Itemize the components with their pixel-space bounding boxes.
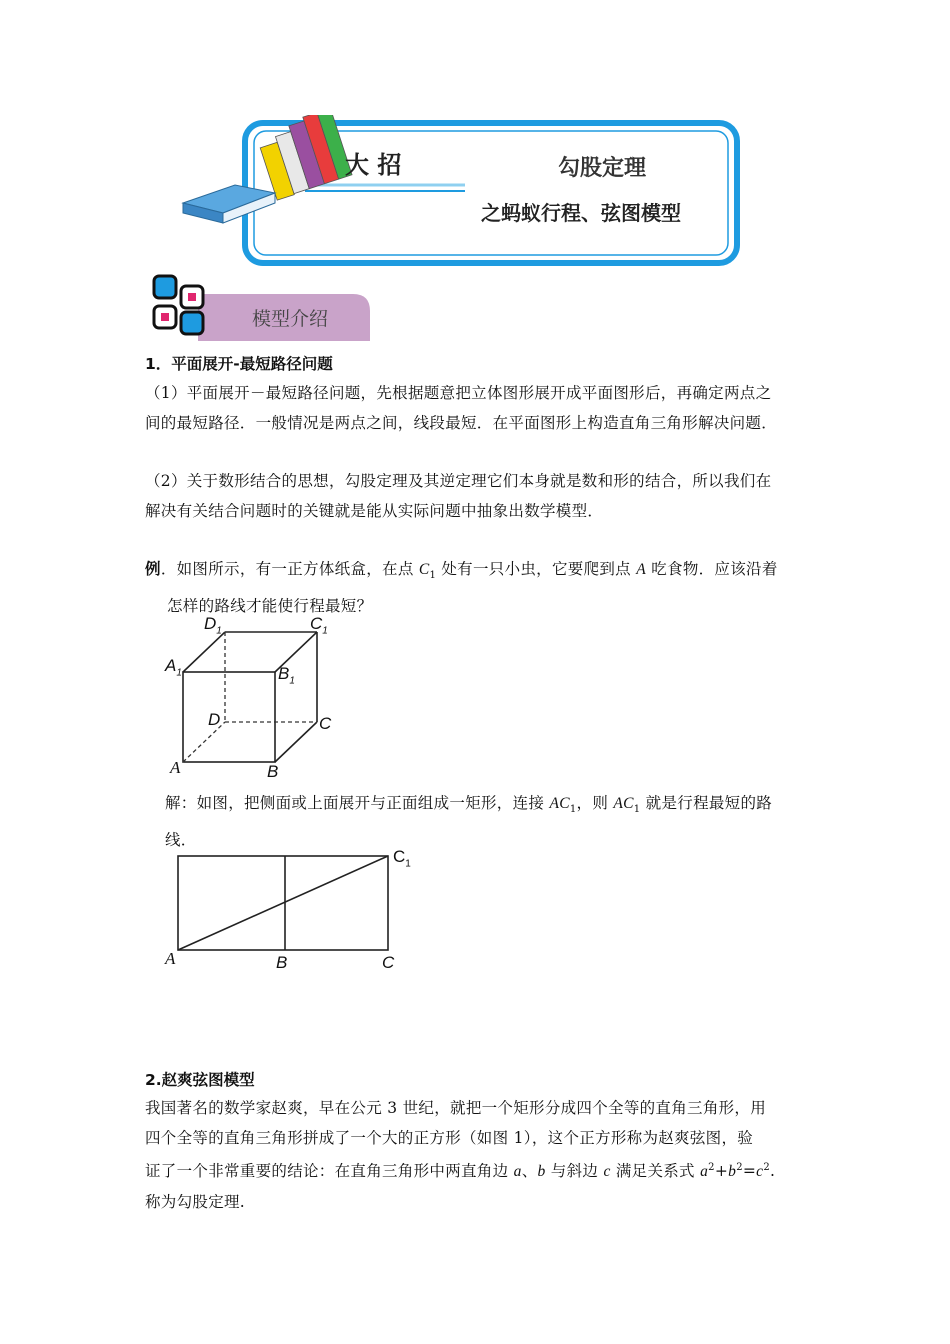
unfolded-rectangle-figure — [160, 845, 420, 980]
rectangle-diagram — [160, 845, 420, 980]
rect-label-c1: $C_1$ — [393, 847, 411, 870]
section2-line4: 称为勾股定理. — [145, 1193, 246, 1212]
solution-line1 — [165, 788, 810, 825]
section1-p2-line2: 解决有关结合问题时的关键就是能从实际问题中抽象出数学模型． — [145, 502, 604, 520]
segment-ac1-sub-2: 1 — [633, 804, 641, 816]
var-a: a — [513, 1163, 522, 1181]
section2-paragraph — [145, 1093, 810, 1217]
cube-label-b1: $B_1$ — [278, 664, 295, 687]
point-c1-sub: 1 — [429, 570, 437, 582]
cube-label-a1: $A_1$ — [165, 656, 182, 679]
solution-line2: 线． — [165, 831, 197, 850]
section1-paragraph2 — [145, 466, 810, 526]
section1-heading: 1．平面展开-最短路径问题 — [145, 355, 333, 373]
example-line2: 怎样的路线才能使行程最短？ — [167, 597, 373, 616]
section2-line1: 我国著名的数学家赵爽，早在公元 3 世纪，就把一个矩形分成四个全等的直角三角形，用 — [145, 1099, 767, 1117]
solution-text-a: 解：如图，把侧面或上面展开与正面组成一矩形，连接 — [165, 794, 550, 812]
segment-ac1-var-2: AC — [613, 795, 634, 812]
section1-p2-line1: （2）关于数形结合的思想，勾股定理及其逆定理它们本身就是数和形的结合，所以我们在 — [145, 472, 772, 490]
section2-text-c: 满足关系式 — [610, 1162, 701, 1181]
banner-subtitle: 之蚂蚁行程、弦图模型 — [481, 201, 681, 225]
example-prefix: 例 — [145, 559, 161, 578]
section1-paragraph1 — [145, 378, 810, 438]
example-line1 — [145, 554, 810, 591]
pythagorean-formula: $a^2+b^2=c^2$. — [700, 1162, 776, 1181]
cube-label-c1: $C_1$ — [310, 614, 328, 637]
point-a-var: A — [636, 561, 646, 578]
rect-label-b: B — [276, 953, 288, 972]
cube-figure — [160, 610, 350, 785]
example-text-c: 吃食物．应该沿着 — [646, 560, 778, 578]
section-tag — [148, 270, 378, 344]
section2-line3 — [145, 1153, 810, 1187]
point-c1-var: C — [418, 561, 430, 578]
example-text-b: 处有一只小虫，它要爬到点 — [436, 560, 637, 578]
solution-text-c: 就是行程最短的路 — [640, 794, 773, 812]
cube-label-a: A — [170, 758, 181, 777]
segment-ac1-sub: 1 — [569, 804, 577, 816]
rect-label-a: A — [165, 949, 176, 968]
cube-label-b: B — [267, 762, 279, 781]
banner-right-title: 勾股定理 — [558, 155, 647, 181]
var-c: c — [603, 1163, 611, 1181]
var-b: b — [537, 1163, 546, 1181]
section1-p1-line1: （1）平面展开－最短路径问题，先根据题意把立体图形展开成平面图形后，再确定两点之 — [145, 384, 772, 402]
section2-sep: 、 — [521, 1162, 538, 1181]
solution-text-b: ，则 — [576, 794, 614, 812]
header-banner — [175, 115, 745, 270]
books-icon — [175, 115, 745, 270]
cube-label-d1: $D_1$ — [204, 614, 222, 637]
rect-label-c: C — [382, 953, 395, 972]
cube-label-c: C — [319, 714, 332, 733]
section2-line2: 四个全等的直角三角形拼成了一个大的正方形（如图 1），这个正方形称为赵爽弦图，验 — [145, 1129, 754, 1147]
section2-text-a: 证了一个非常重要的结论：在直角三角形中两直角边 — [145, 1162, 514, 1181]
cube-label-d: D — [208, 710, 221, 729]
section2-text-b: 与斜边 — [545, 1162, 604, 1181]
segment-ac1-var: AC — [549, 795, 570, 812]
example-text-a: ．如图所示，有一正方体纸盒，在点 — [160, 560, 419, 578]
banner-left-title: 大 招 — [345, 150, 402, 179]
section2-heading: 2.赵爽弦图模型 — [145, 1071, 255, 1089]
section1-p1-line2: 间的最短路径．一般情况是两点之间，线段最短．在平面图形上构造直角三角形解决问题． — [145, 414, 778, 432]
section-tag-label: 模型介绍 — [252, 308, 329, 330]
